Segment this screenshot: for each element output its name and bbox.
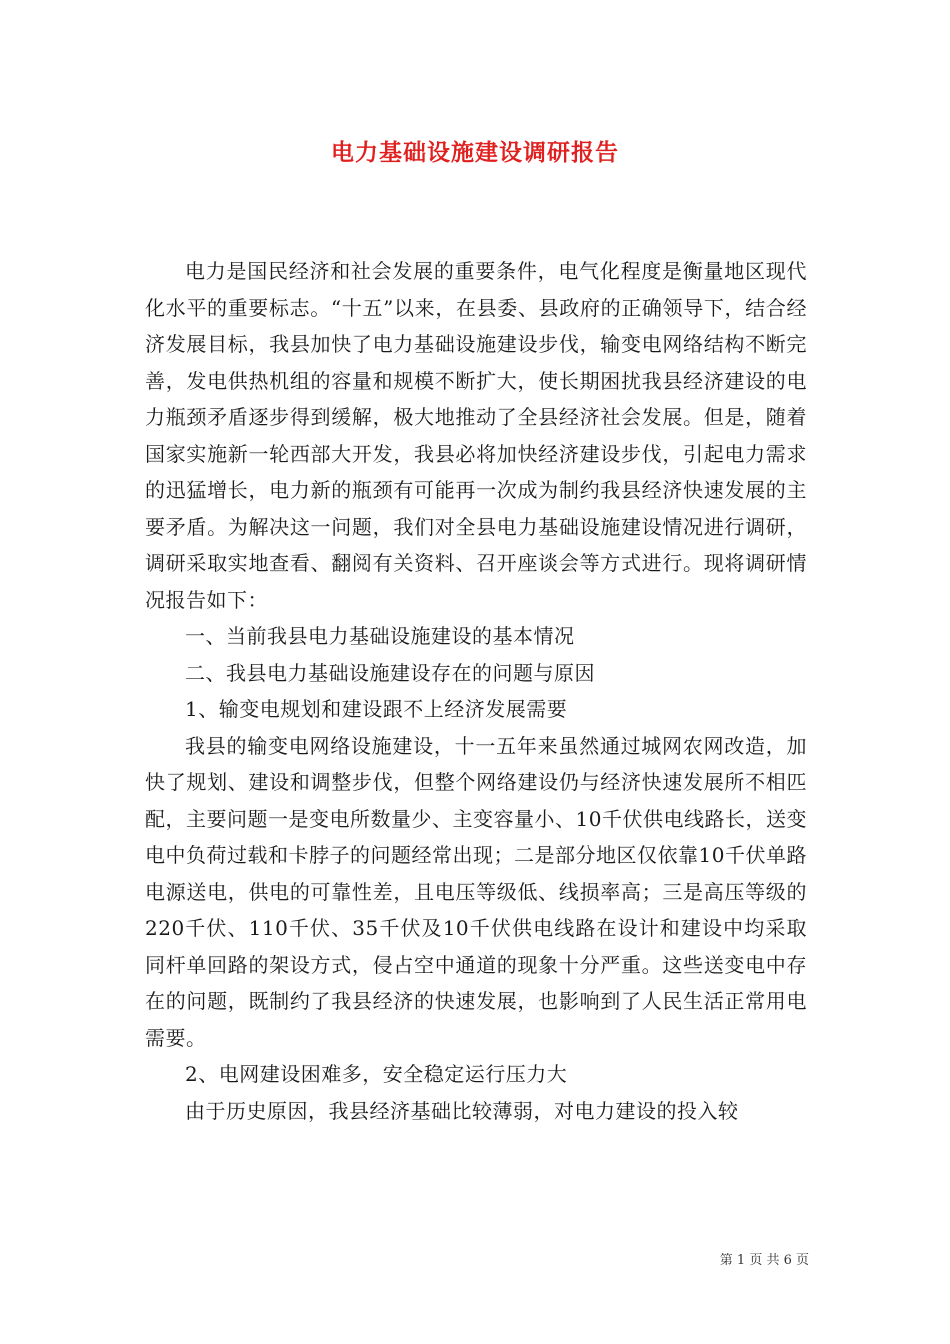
section-heading-2: 二、我县电力基础设施建设存在的问题与原因: [185, 660, 595, 685]
page-number: 第 1 页 共 6 页: [719, 1253, 809, 1268]
subsection-2-paragraph: 由于历史原因，我县经济基础比较薄弱，对电力建设的投入较: [185, 1098, 739, 1123]
intro-paragraph: 电力是国民经济和社会发展的重要条件，电气化程度是衡量地区现代化水平的重要标志。“十五”以来，在县委、县政府的正确领导下，结合经济发展目标，我县加快了电力基础设施建设步伐，输变电网络结构不断完善，发电供热机组的容量和规模不断扩大，使长期困扰我县经济建设的电力瓶颈矛盾逐步得到缓解，极大地推动了全县经济社会发展。但是，随着国家实施新一轮西部大开发，我县必将加快经济建设步伐，引起电力需求的迅猛增长，电力新的瓶颈有可能再一次成为制约我县经济快速发展的主要矛盾。为解决这一问题，我们对全县电力基础设施建设情况进行调研，调研采取实地查看、翻阅有关资料、召开座谈会等方式进行。现将调研情况报告如下：: [145, 259, 807, 612]
subsection-heading-1: 1、输变电规划和建设跟不上经济发展需要: [185, 697, 568, 721]
subsection-1-paragraph: 我县的输变电网络设施建设，十一五年来虽然通过城网农网改造，加快了规划、建设和调整步伐，但整个网络建设仍与经济快速发展所不相匹配，主要问题一是变电所数量少、主变容量小、10千伏供电线路长，送变电中负荷过载和卡脖子的问题经常出现；二是部分地区仅依靠10千伏单路电源送电，供电的可靠性差，且电压等级低、线损率高；三是高压等级的220千伏、110千伏、35千伏及10千伏供电线路在设计和建设中均采取同杆单回路的架设方式，侵占空中通道的现象十分严重。这些送变电中存在的问题，既制约了我县经济的快速发展，也影响到了人民生活正常用电需要。: [145, 733, 807, 1050]
document-body: [145, 253, 807, 1129]
document-title: 电力基础设施建设调研报告: [331, 139, 619, 166]
section-heading-1: 一、当前我县电力基础设施建设的基本情况: [185, 624, 575, 648]
subsection-heading-2: 2、电网建设困难多，安全稳定运行压力大: [185, 1062, 568, 1086]
